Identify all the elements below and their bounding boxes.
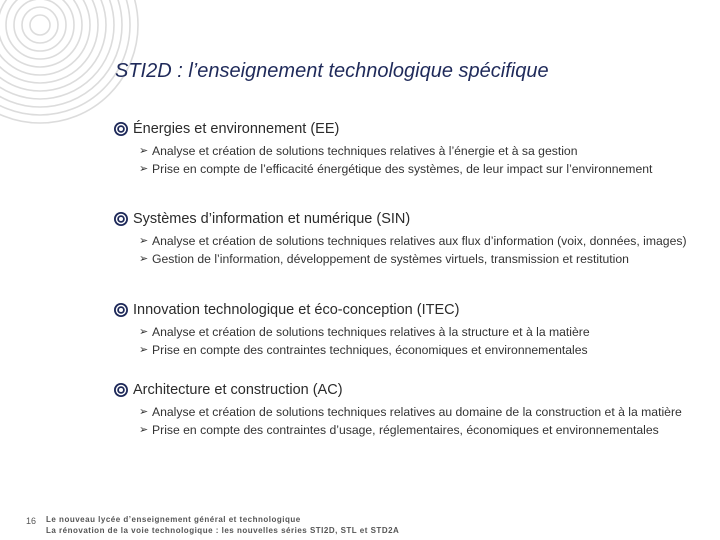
concentric-circle-icon [113, 211, 129, 227]
section-heading [113, 302, 713, 318]
concentric-circle-icon [113, 382, 129, 398]
section-sin [113, 211, 713, 270]
concentric-circle-icon [113, 121, 129, 137]
list-item: ➢ Gestion de l’information, développement de systèmes virtuels, transmission et restitution [139, 252, 629, 266]
footer-text [46, 514, 399, 536]
arrow-bullet-icon: ➢ [139, 326, 149, 338]
arrow-bullet-icon: ➢ [139, 163, 149, 175]
arrow-bullet-icon: ➢ [139, 424, 149, 436]
list-item: ➢ Analyse et création de solutions techniques relatives à l’énergie et à sa gestion [139, 144, 578, 158]
section-ac [113, 382, 713, 441]
footer-line: La rénovation de la voie technologique : les nouvelles séries STI2D, STL et STD2A [46, 526, 400, 535]
arrow-bullet-icon: ➢ [139, 253, 149, 265]
list-item: ➢ Analyse et création de solutions techniques relatives au domaine de la construction et à la matière [139, 405, 682, 419]
arrow-bullet-icon: ➢ [139, 235, 149, 247]
section-heading-label: Énergies et environnement (EE) [133, 121, 340, 137]
list-item: ➢ Analyse et création de solutions techniques relatives aux flux d’information (voix, données, images) [139, 234, 687, 248]
section-heading-label: Systèmes d’information et numérique (SIN) [133, 211, 411, 227]
list-item: ➢ Prise en compte des contraintes techniques, économiques et environnementales [139, 343, 588, 357]
section-heading-label: Architecture et construction (AC) [133, 382, 343, 398]
section-heading [113, 382, 713, 398]
list-item: ➢ Analyse et création de solutions techniques relatives à la structure et à la matière [139, 325, 590, 339]
section-heading [113, 211, 713, 227]
page-title: STI2D : l’enseignement technologique spécifique [115, 60, 549, 82]
section-itec [113, 302, 713, 361]
section-heading-label: Innovation technologique et éco-conception (ITEC) [133, 302, 460, 318]
section-heading [113, 121, 713, 137]
footer-line: Le nouveau lycée d’enseignement général et technologique [46, 515, 301, 524]
concentric-circle-icon [113, 302, 129, 318]
page-number: 16 [26, 516, 37, 526]
arrow-bullet-icon: ➢ [139, 406, 149, 418]
list-item: ➢ Prise en compte des contraintes d’usage, réglementaires, économiques et environnementales [139, 423, 659, 437]
list-item: ➢ Prise en compte de l’efficacité énergétique des systèmes, de leur impact sur l’environnement [139, 162, 653, 176]
arrow-bullet-icon: ➢ [139, 344, 149, 356]
arrow-bullet-icon: ➢ [139, 145, 149, 157]
section-energies [113, 121, 713, 180]
